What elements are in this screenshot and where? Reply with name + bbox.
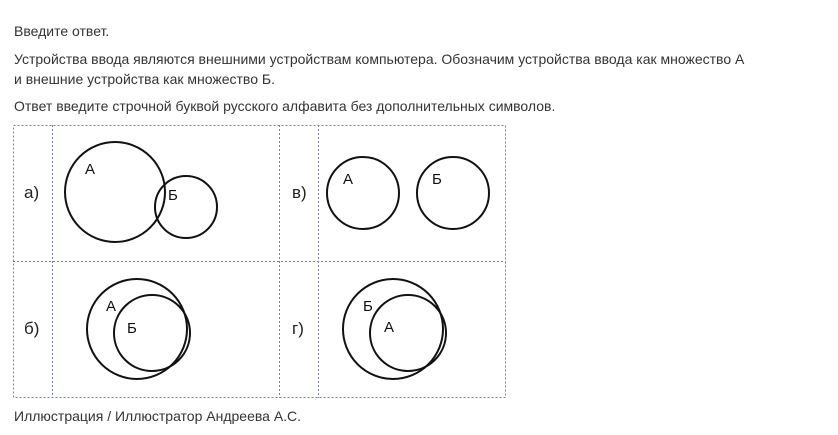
option-a-set-a-label: А: [85, 161, 96, 178]
option-b-circle-b: [114, 295, 190, 371]
diagram-table: [13, 125, 506, 398]
option-v-letter: в): [292, 183, 307, 202]
question-text-line-1: Устройства ввода являются внешними устройствам компьютера. Обозначим устройства ввода как множество А: [14, 51, 745, 67]
instruction-text: Введите ответ.: [14, 23, 110, 39]
option-v-circle-b: [417, 157, 489, 229]
option-v-set-b-label: Б: [432, 171, 442, 188]
option-g-letter: г): [292, 319, 304, 338]
question-text-line-2: и внешние устройства как множество Б.: [14, 71, 275, 87]
option-b-set-a-label: А: [106, 298, 117, 315]
answer-hint: Ответ введите строчной буквой русского алфавита без дополнительных символов.: [14, 98, 556, 114]
option-b-letter: б): [24, 319, 40, 338]
option-g-set-a-label: А: [384, 319, 395, 336]
option-v-set-a-label: А: [343, 171, 354, 188]
option-a-circle-a: [65, 142, 165, 242]
option-g-set-b-label: Б: [363, 298, 373, 315]
option-a-circle-b: [155, 176, 217, 238]
option-a-letter: а): [24, 183, 40, 202]
illustration-credit: Иллюстрация / Иллюстратор Андреева А.С.: [14, 408, 302, 424]
option-b-circle-a: [87, 279, 187, 379]
option-a-set-b-label: Б: [168, 187, 178, 204]
option-g-circle-a: [370, 295, 446, 371]
option-b-set-b-label: Б: [127, 320, 137, 337]
option-v-circle-a: [327, 157, 399, 229]
